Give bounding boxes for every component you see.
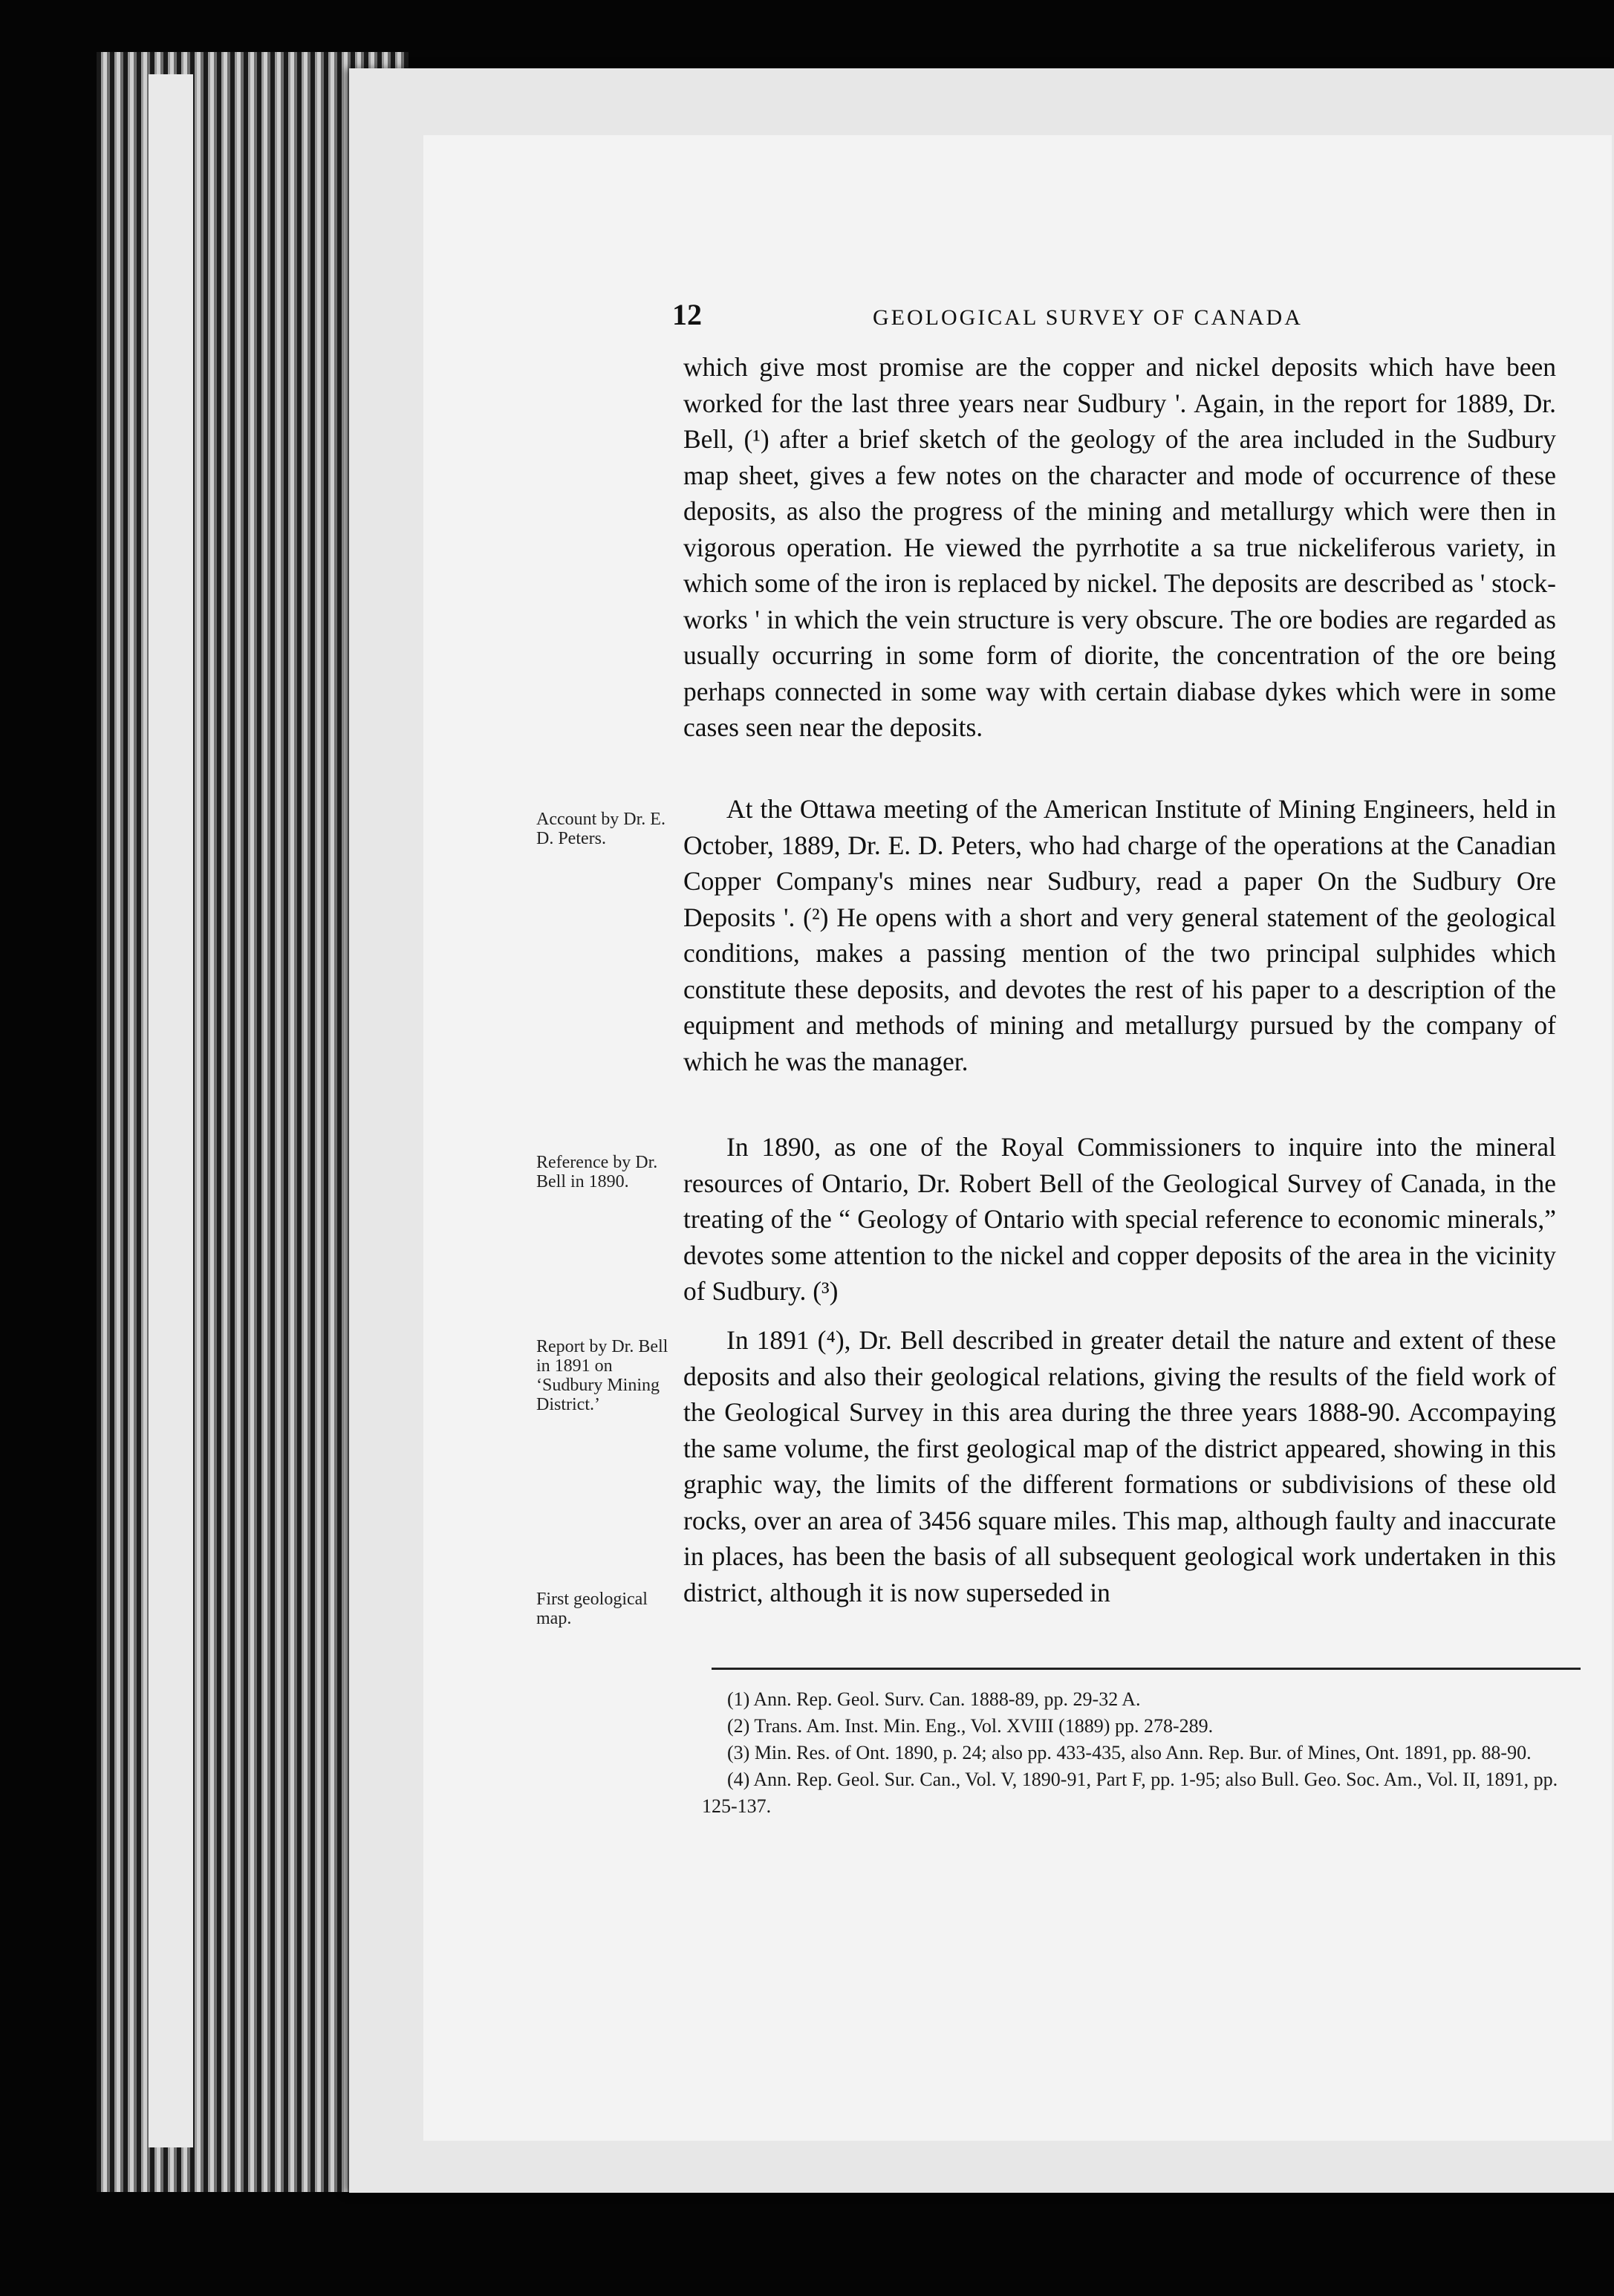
footnote-rule xyxy=(712,1668,1581,1670)
paragraph-2 xyxy=(683,791,1556,1079)
page-header xyxy=(672,297,1614,332)
paragraph-text: In 1890, as one of the Royal Commissioners to inquire into the mineral resources of Ontario, Dr. Robert Bell of the Geological Survey of Canada, in the treating of the “ Geology of Ontario with special reference to economic minerals,” devotes some attention to the nickel and copper deposits of the area in the vicinity of Sudbury. (³) xyxy=(683,1132,1556,1306)
footnote: (1) Ann. Rep. Geol. Surv. Can. 1888-89, pp. 29-32 A. xyxy=(727,1688,1141,1710)
paragraph-3 xyxy=(683,1129,1556,1310)
paragraph-4 xyxy=(683,1322,1556,1610)
paragraph-text: At the Ottawa meeting of the American Institute of Mining Engineers, held in October, 1889, Dr. E. D. Peters, who had charge of the operations at the Canadian Copper Company's mines near Sudbury, read a paper On the Sudbury Ore Deposits '. (²) He opens with a short and very general statement of the geological conditions, makes a passing mention of the two principal sulphides which constitute these deposits, and devotes the rest of his paper to a description of the equipment and methods of mining and metallurgy pursued by the company of which he was the manager. xyxy=(683,794,1556,1076)
footnote: (2) Trans. Am. Inst. Min. Eng., Vol. XVIII (1889) pp. 278-289. xyxy=(727,1715,1214,1737)
paragraph-text: which give most promise are the copper and nickel deposits which have been worked for the last three years near Sudbury '. Again, in the report for 1889, Dr. Bell, (¹) after a brief sketch of the geology of the area included in the Sudbury map sheet, gives a few notes on the character and mode of occurrence of these deposits, as also the progress of the mining and metallurgy which were then in vigorous operation. He viewed the pyrrhotite a sa true nickeliferous variety, in which some of the iron is replaced by nickel. The deposits are described as ' stock-works ' in which the vein structure is very obscure. The ore bodies are regarded as usually occurring in some form of diorite, the concentration of the ore being perhaps connected in some way with certain diabase dykes which were in some cases seen near the deposits. xyxy=(683,352,1556,742)
paragraph-1 xyxy=(683,349,1556,746)
margin-note-bell-1891: Report by Dr. Bell in 1891 on ‘Sudbury Mining District.’ xyxy=(536,1337,668,1414)
margin-note-peters: Account by Dr. E. D. Peters. xyxy=(536,810,666,848)
margin-note-first-map: First geological map. xyxy=(536,1590,648,1628)
book-page-edge-light xyxy=(149,74,193,2147)
footnote: (3) Min. Res. of Ont. 1890, p. 24; also pp. 433-435, also Ann. Rep. Bur. of Mines, Ont. 1891, pp. 88-90. xyxy=(727,1742,1532,1763)
footnotes xyxy=(702,1686,1582,1820)
paragraph-text: In 1891 (⁴), Dr. Bell described in greater detail the nature and extent of these deposits and also their geological relations, giving the results of the field work of the Geological Survey in this area during the three years 1888-90. Accompaying the same volume, the first geological map of the district appeared, showing in this graphic way, the limits of the different formations or subdivisions of these old rocks, over an area of 3456 square miles. This map, although faulty and inaccurate in places, has been the basis of all subsequent geological work undertaken in this district, although it is now superseded in xyxy=(683,1325,1556,1607)
margin-note-bell-1890: Reference by Dr. Bell in 1890. xyxy=(536,1153,658,1191)
page-number: 12 xyxy=(672,298,702,331)
running-head: GEOLOGICAL SURVEY OF CANADA xyxy=(873,305,1303,330)
footnote: (4) Ann. Rep. Geol. Sur. Can., Vol. V, 1890-91, Part F, pp. 1-95; also Bull. Geo. Soc. Am., Vol. II, 1891, pp. 125-137. xyxy=(702,1769,1558,1817)
